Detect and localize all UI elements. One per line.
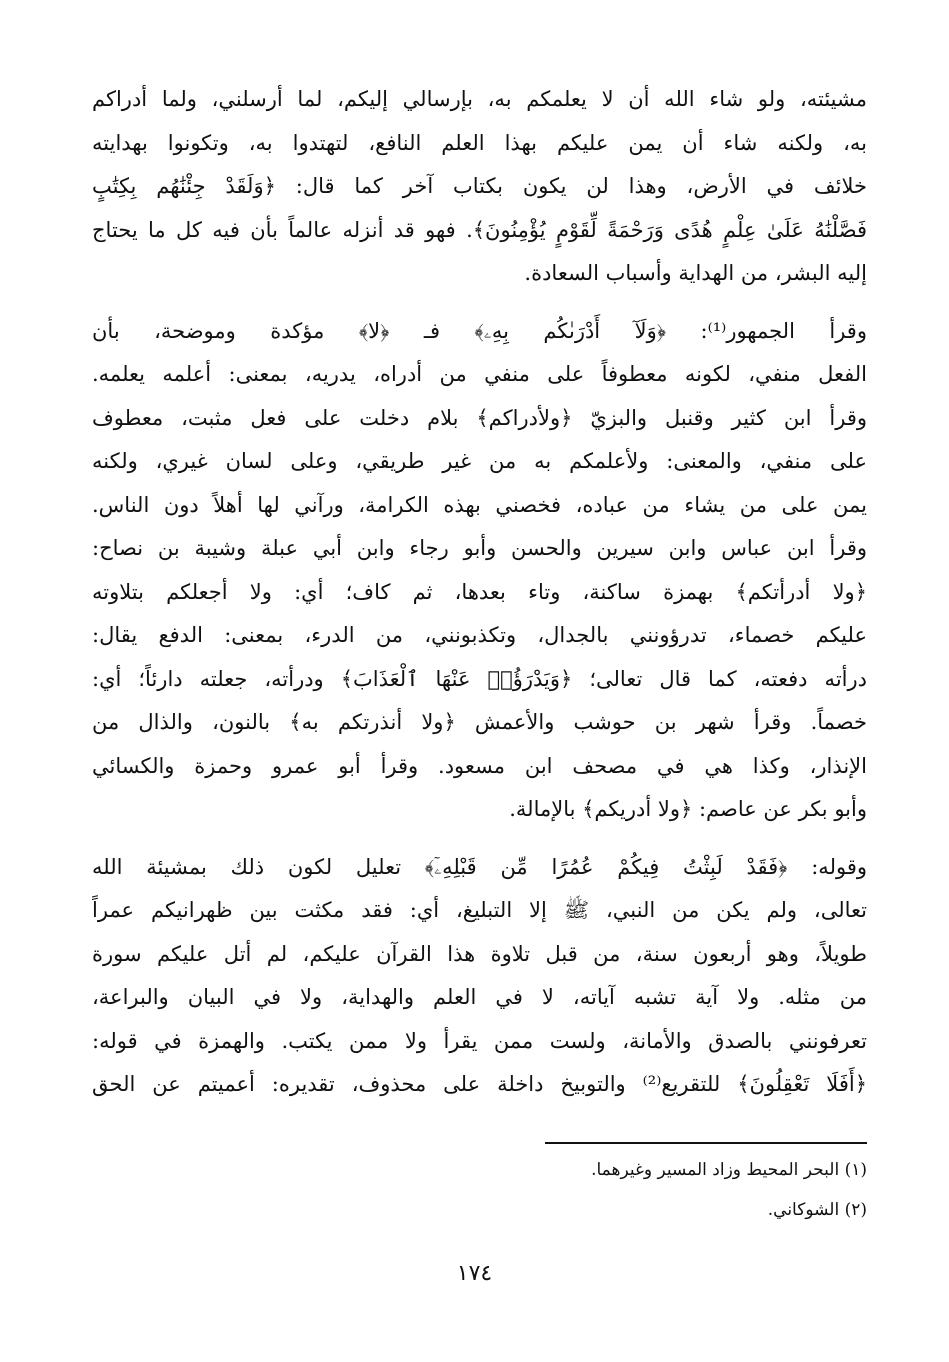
text-line: ﴿أَفَلَا تَعْقِلُونَ﴾ للتقريع⁽²⁾ والتوبيخ داخلة على محذوف، تقديره: أعميتم عن الحق xyxy=(92,1072,867,1096)
page-body xyxy=(92,78,867,1107)
text-line: وأبو بكر عن عاصم: ﴿ولا أدريكم﴾ بالإمالة. xyxy=(509,797,867,821)
text-line: مشيئته، ولو شاء الله أن لا يعلمكم به، بإرسالي إليكم، لما أرسلني، ولما أدراكم xyxy=(92,87,867,111)
text-line: وقوله: ﴿فَقَدْ لَبِثْتُ فِيكُمْ عُمُرًا مِّن قَبْلِهِۦٓ﴾ تعليل لكون ذلك بمشيئة الله xyxy=(92,854,867,879)
footnotes xyxy=(92,1150,867,1230)
text-line: يمن على من يشاء من عباده، فخصني بهذه الكرامة، ورآني لها أهلاً دون الناس. xyxy=(92,492,867,517)
text-line: خلائف في الأرض، وهذا لن يكون بكتاب آخر كما قال: ﴿وَلَقَدْ جِئْنَٰهُم بِكِتَٰبٍ xyxy=(92,174,867,198)
footnote-2: (٢) الشوكاني. xyxy=(767,1200,867,1220)
text-line: إليه البشر، من الهداية وأسباب السعادة. xyxy=(524,261,867,285)
text-line: به، ولكنه شاء أن يمن عليكم بهذا العلم النافع، لتهتدوا به، وتكونوا بهدايته xyxy=(92,130,867,155)
footnote-1: (١) البحر المحيط وزاد المسير وغيرهما. xyxy=(591,1160,867,1180)
text-line: وقرأ ابن عباس وابن سيرين والحسن وأبو رجاء وابن أبي عبلة وشيبة بن نصاح: xyxy=(92,536,867,560)
text-line: تعرفونني بالصدق والأمانة، ولست ممن يقرأ ولا ممن يكتب. والهمزة في قوله: xyxy=(92,1028,867,1053)
footnote-divider xyxy=(545,1142,867,1144)
text-line: ﴿ولا أدرأتكم﴾ بهمزة ساكنة، وتاء بعدها، ثم كاف؛ أي: ولا أجعلكم بتلاوته xyxy=(92,579,867,604)
text-line: درأته دفعته، كما قال تعالى؛ ﴿وَيَدْرَؤُا۟ عَنْهَا ٱلْعَذَابَ﴾ ودرأته، جعلته دارئاً؛ أي: xyxy=(92,666,867,691)
text-line: على منفي، والمعنى: ولأعلمكم به من غير طريقي، وعلى لسان غيري، ولكنه xyxy=(92,449,867,473)
text-line: الإنذار، وكذا هي في مصحف ابن مسعود. وقرأ أبو عمرو وحمزة والكسائي xyxy=(92,753,867,778)
paragraph-gap xyxy=(92,296,867,310)
paragraph-gap xyxy=(92,832,867,846)
page-number: ١٧٤ xyxy=(456,1261,493,1286)
paragraph-3 xyxy=(92,846,867,1107)
text-line: وقرأ ابن كثير وقنبل والبزيّ ﴿ولأدراكم﴾ بلام دخلت على فعل مثبت، معطوف xyxy=(92,405,867,430)
text-line: من مثله. ولا آية تشبه آياته، لا في العلم والهداية، ولا في البيان والبراعة، xyxy=(92,985,867,1009)
text-line: تعالى، ولم يكن من النبي، ﷺ إلا التبليغ، أي: فقد مكثت بين ظهرانيكم عمراً xyxy=(92,898,867,922)
text-line: عليكم خصماء، تدرؤونني بالجدال، وتكذبونني، من الدرء، بمعنى: الدفع يقال: xyxy=(92,623,867,647)
text-line: الفعل منفي، لكونه معطوفاً على منفي من أدراه، يدريه، بمعنى: أعلمه يعلمه. xyxy=(92,362,867,386)
paragraph-2 xyxy=(92,310,867,832)
text-line: خصماً. وقرأ شهر بن حوشب والأعمش ﴿ولا أنذرتكم به﴾ بالنون، والذال من xyxy=(92,710,867,734)
paragraph-1 xyxy=(92,78,867,296)
text-line: فَصَّلْنَٰهُ عَلَىٰ عِلْمٍ هُدًى وَرَحْمَةً لِّقَوْمٍ يُؤْمِنُونَ﴾. فهو قد أنزله عالماً بأن فيه كل ما يحتاج xyxy=(92,217,867,242)
text-line: وقرأ الجمهور⁽¹⁾: ﴿وَلَآ أَدْرَىٰكُم بِهِۦ﴾ فـ ﴿لا﴾ مؤكدة وموضحة، بأن xyxy=(92,318,867,343)
text-line: طويلاً، وهو أربعون سنة، من قبل تلاوة هذا القرآن عليكم، لم أتل عليكم سورة xyxy=(92,941,867,966)
